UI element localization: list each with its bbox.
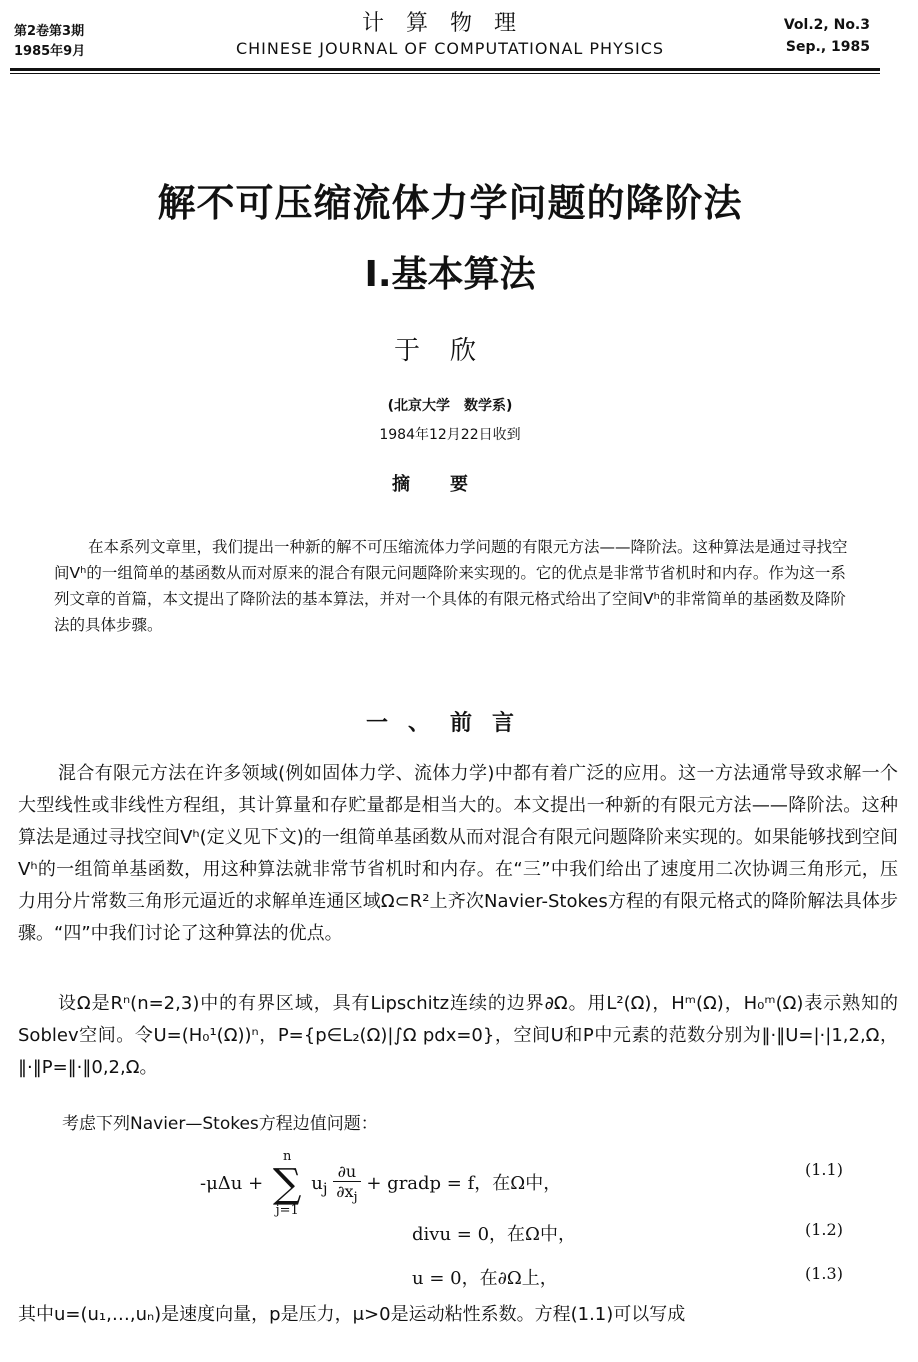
- equation-number-1-2: (1.2): [805, 1220, 843, 1239]
- equation-1-2: divu = 0，在Ω中，: [412, 1224, 576, 1245]
- paragraph-3: 考虑下列Navier—Stokes方程边值问题：: [62, 1114, 378, 1134]
- paragraph-2: 设Ω是Rⁿ(n=2,3)中的有界区域，具有Lipschitz连续的边界∂Ω。用L²(Ω)，Hᵐ(Ω)，H₀ᵐ(Ω)表示熟知的Soblev空间。令U=(H₀¹(Ω))ⁿ，P={p∈L₂(Ω)|∫Ω pdx=0}，空间U和P中元素的范数分别为‖·‖U=|·|1,2,Ω，‖·‖P=‖·‖0,2,Ω。: [18, 993, 898, 1078]
- date-en: Sep., 1985: [785, 39, 870, 55]
- affiliation: (北京大学 数学系): [387, 398, 513, 414]
- sum-upper: n: [283, 1149, 292, 1164]
- equation-number-1-1: (1.1): [805, 1160, 843, 1179]
- eq1-right: + gradp = f，在Ω中，: [366, 1173, 562, 1194]
- eq1-term-sub: j: [322, 1179, 328, 1198]
- masthead-right: [760, 14, 870, 58]
- frac-numerator: ∂u: [333, 1162, 360, 1182]
- equation-number-1-3: (1.3): [805, 1264, 843, 1283]
- abstract-heading: 摘要: [392, 474, 508, 495]
- frac-denominator: [333, 1182, 360, 1205]
- sum-lower: j=1: [275, 1203, 299, 1218]
- paragraph-1: 混合有限元方法在许多领域(例如固体力学、流体力学)中都有着广泛的应用。这一方法通常导致求解一个大型线性或非线性方程组，其计算量和存贮量都是相当大的。本文提出一种新的有限元方法——降阶法。这种算法是通过寻找空间Vʰ(定义见下文)的一组简单基函数从而对混合有限元问题降阶来实现的。如果能够找到空间Vʰ的一组简单基函数，用这种算法就非常节省机时和内存。在“三”中我们给出了速度用二次协调三角形元，压力用分片常数三角形元逼近的求解单连通区域Ω⊂R²上齐次Navier-Stokes方程的有限元格式的降阶解法具体步骤。“四”中我们讨论了这种算法的优点。: [18, 763, 898, 944]
- received-date: 1984年12月22日收到: [379, 427, 521, 443]
- sum-symbol: ∑: [272, 1161, 302, 1207]
- journal-title-en: CHINESE JOURNAL OF COMPUTATIONAL PHYSICS: [235, 39, 665, 58]
- author: 于欣: [393, 336, 506, 366]
- last-line: 其中u=(u₁,…,uₙ)是速度向量，p是压力，μ>0是运动粘性系数。方程(1.1)可以写成: [18, 1304, 686, 1325]
- volume-en: Vol.2, No.3: [783, 17, 870, 33]
- eq1-term: u: [311, 1173, 323, 1194]
- date-cn: 1985年9月: [14, 44, 86, 59]
- volume-cn: 第2卷第3期: [14, 24, 85, 39]
- summation: [273, 1150, 302, 1218]
- masthead-rule-thin: [10, 73, 880, 74]
- section-heading: 一、前言: [365, 711, 534, 736]
- eq1-left: -μΔu +: [200, 1173, 264, 1194]
- masthead-center: [180, 6, 720, 58]
- equation-1-1: [200, 1150, 561, 1218]
- masthead-rule-thick: [10, 68, 880, 71]
- partial-fraction: [333, 1162, 360, 1205]
- abstract-text: 在本系列文章里，我们提出一种新的解不可压缩流体力学问题的有限元方法——降阶法。这种算法是通过寻找空间Vʰ的一组简单的基函数从而对原来的混合有限元问题降阶来实现的。它的优点是非常节省机时和内存。作为这一系列文章的首篇，本文提出了降阶法的基本算法，并对一个具体的有限元格式给出了空间Vʰ的非常简单的基函数及降阶法的具体步骤。: [54, 538, 848, 634]
- frac-denominator-base: ∂x: [336, 1182, 354, 1202]
- frac-denominator-sub: j: [353, 1190, 358, 1206]
- paper-title: 解不可压缩流体力学问题的降阶法: [157, 181, 743, 225]
- equation-1-3: u = 0，在∂Ω上，: [412, 1268, 558, 1289]
- masthead-left: [14, 22, 85, 62]
- paper-subtitle: Ⅰ.基本算法: [364, 254, 536, 295]
- journal-title-cn: 计算物理: [361, 11, 538, 36]
